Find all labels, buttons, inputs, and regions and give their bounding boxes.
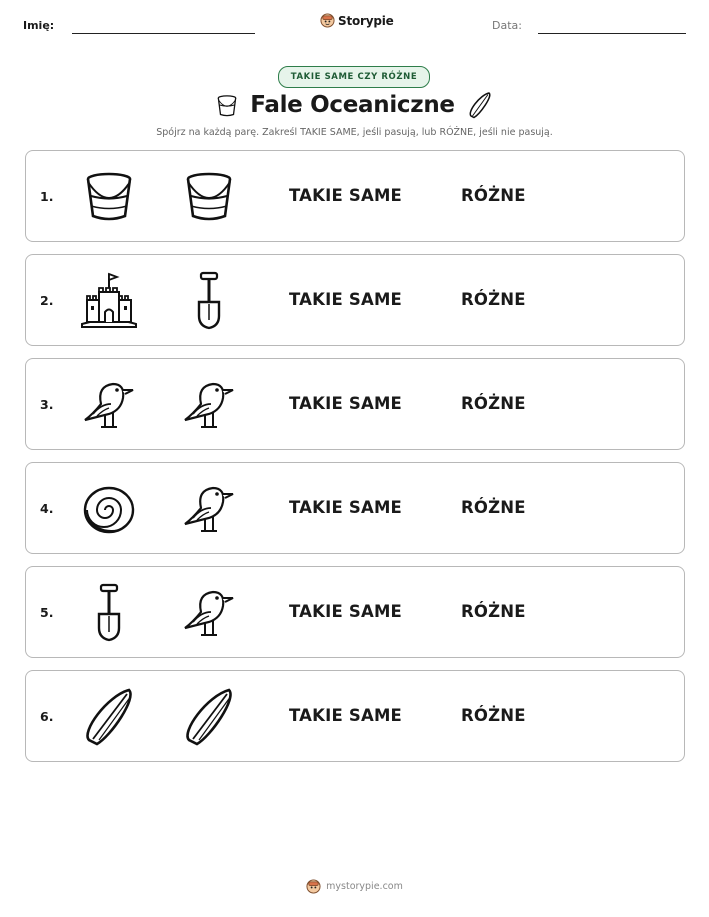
- item-row-2: [25, 254, 685, 346]
- item-number: 3.: [40, 397, 54, 412]
- name-line[interactable]: [72, 33, 255, 34]
- item-row-6: [25, 670, 685, 762]
- title-row: [0, 90, 709, 120]
- option-same[interactable]: TAKIE SAME: [289, 186, 403, 205]
- footer: [0, 879, 709, 894]
- pie-mascot-icon: [320, 13, 335, 28]
- item-number: 2.: [40, 293, 54, 308]
- seagull-icon: [179, 478, 239, 538]
- option-same[interactable]: TAKIE SAME: [289, 706, 403, 725]
- item-row-5: [25, 566, 685, 658]
- option-same[interactable]: TAKIE SAME: [289, 498, 403, 517]
- item-number: 1.: [40, 189, 54, 204]
- bucket-icon: [79, 166, 139, 226]
- item-number: 6.: [40, 709, 54, 724]
- shovel-icon: [79, 582, 139, 642]
- date-line[interactable]: [538, 33, 686, 34]
- option-different[interactable]: RÓŻNE: [461, 706, 526, 725]
- option-different[interactable]: RÓŻNE: [461, 290, 526, 309]
- option-different[interactable]: RÓŻNE: [461, 602, 526, 621]
- item-number: 5.: [40, 605, 54, 620]
- sandcastle-icon: [79, 270, 139, 330]
- pie-mascot-icon: [306, 879, 321, 894]
- shovel-icon: [179, 270, 239, 330]
- bucket-icon: [214, 92, 240, 118]
- surfboard-icon: [79, 686, 139, 746]
- footer-url[interactable]: mystorypie.com: [326, 881, 403, 892]
- option-different[interactable]: RÓŻNE: [461, 186, 526, 205]
- brand-logo: [320, 13, 394, 28]
- option-different[interactable]: RÓŻNE: [461, 498, 526, 517]
- option-same[interactable]: TAKIE SAME: [289, 394, 403, 413]
- instructions: Spójrz na każdą parę. Zakreśl TAKIE SAME, jeśli pasują, lub RÓŻNE, jeśli nie pasują.: [156, 127, 553, 138]
- page-title: Fale Oceaniczne: [250, 92, 455, 118]
- seagull-icon: [179, 374, 239, 434]
- item-row-4: [25, 462, 685, 554]
- option-different[interactable]: RÓŻNE: [461, 394, 526, 413]
- item-number: 4.: [40, 501, 54, 516]
- option-same[interactable]: TAKIE SAME: [289, 290, 403, 309]
- seagull-icon: [79, 374, 139, 434]
- surfboard-icon: [179, 686, 239, 746]
- name-label: Imię:: [23, 19, 55, 32]
- date-label: Data:: [492, 19, 522, 32]
- item-row-1: [25, 150, 685, 242]
- bucket-icon: [179, 166, 239, 226]
- shell-icon: [79, 478, 139, 538]
- surfboard-icon: [465, 90, 495, 120]
- option-same[interactable]: TAKIE SAME: [289, 602, 403, 621]
- activity-badge: TAKIE SAME CZY RÓŻNE: [278, 66, 430, 88]
- brand-name: Storypie: [338, 13, 394, 28]
- item-row-3: [25, 358, 685, 450]
- seagull-icon: [179, 582, 239, 642]
